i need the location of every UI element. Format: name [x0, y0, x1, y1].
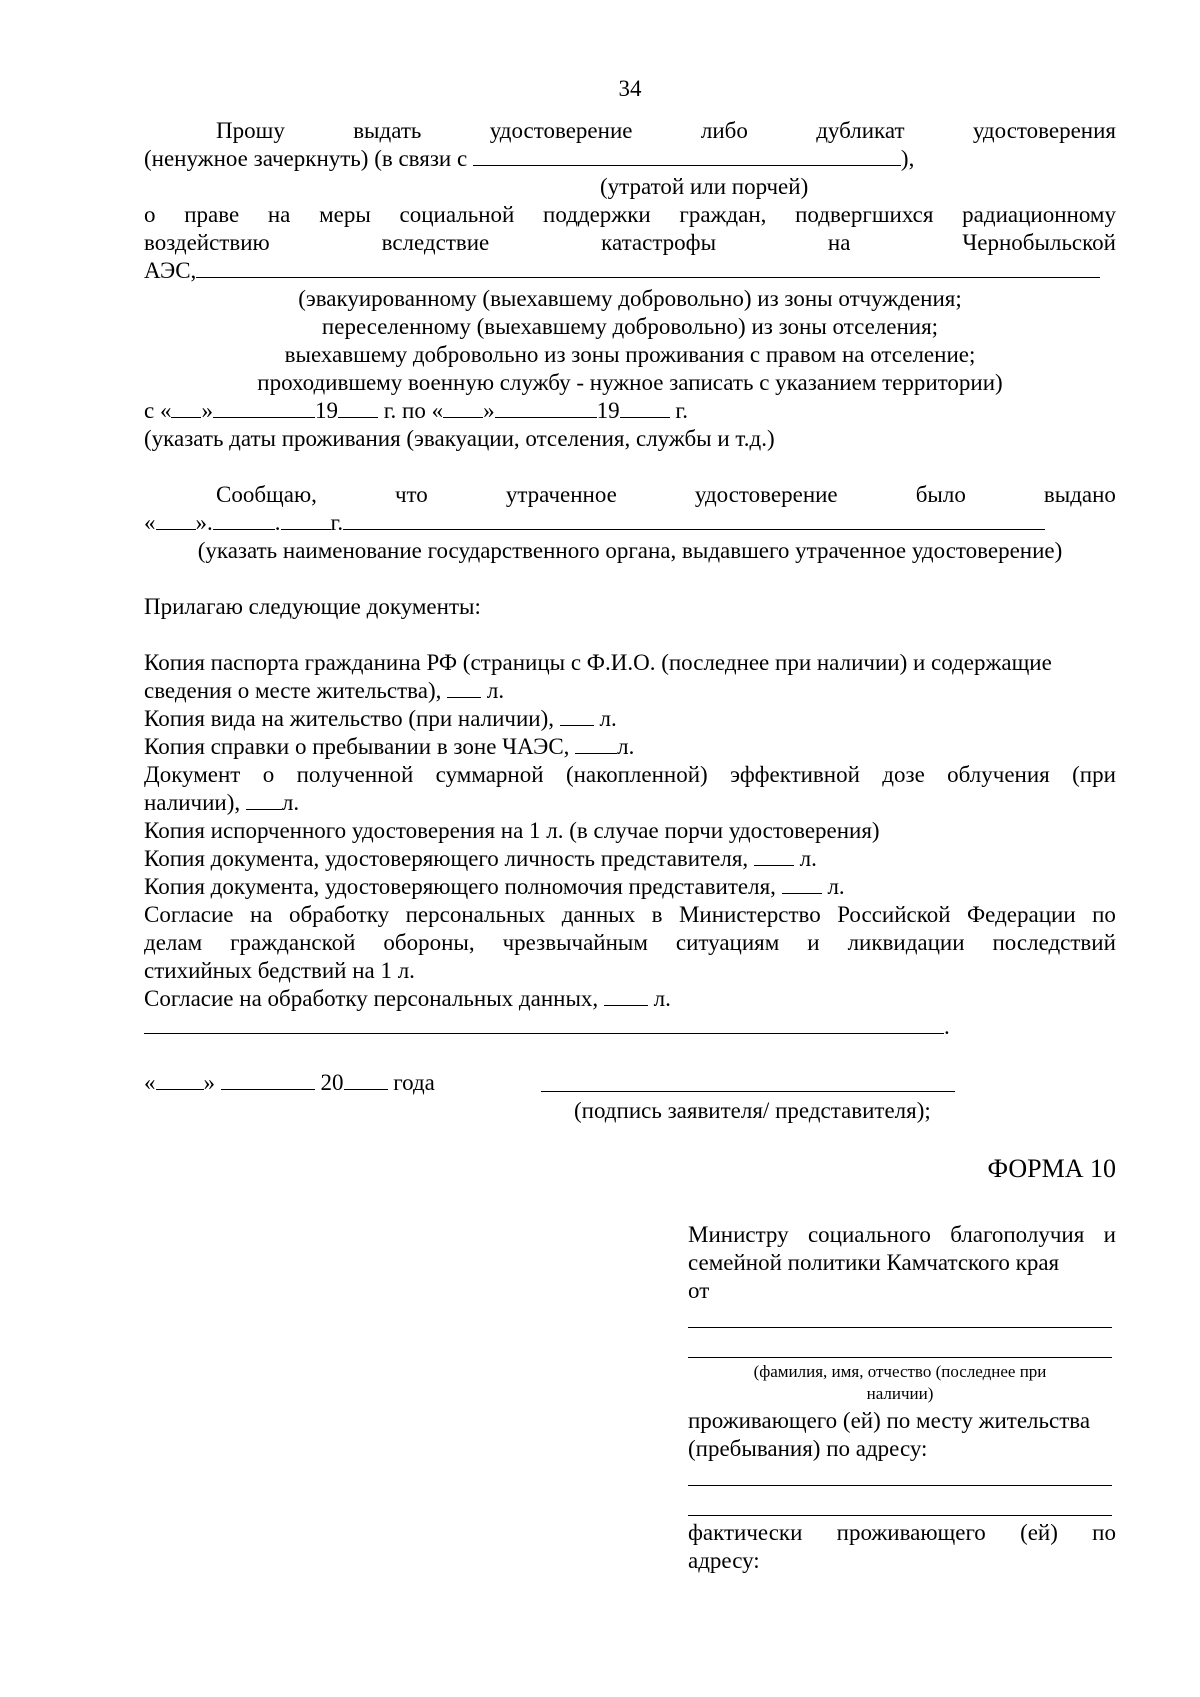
period-hint: (указать даты проживания (эвакуации, отселения, службы и т.д.) [144, 426, 775, 451]
passport-pages-blank[interactable] [447, 677, 481, 698]
sign-day-blank[interactable] [156, 1069, 204, 1090]
extra-document-line: . [144, 1013, 1116, 1041]
representative-id-pages-blank[interactable] [754, 845, 794, 866]
residence-pages-blank[interactable] [560, 705, 594, 726]
to-day-blank[interactable] [443, 397, 483, 418]
addressee-line-2: семейной политики Камчатского края [688, 1250, 1060, 1275]
issuer-hint: (указать наименование государственного органа, выдавшего утраченное удостоверение) [197, 538, 1063, 563]
residence-address-line-2[interactable] [688, 1515, 1112, 1516]
category-hint-4: проходившему военную службу - нужное записать с указанием территории) [257, 370, 1003, 395]
fio-hint-line-1: (фамилия, имя, отчество (последнее при [753, 1362, 1047, 1381]
doc-dose-line-1: Документ о полученной суммарной (накопленной) эффективной дозе облучения (при [144, 762, 1116, 787]
doc-consent-personal-data: Согласие на обработку персональных данных, л. [144, 986, 671, 1011]
category-hint-2: переселенному (выехавшему добровольно) из зоны отселения; [321, 314, 939, 339]
request-line-4: о праве на меры социальной поддержки граждан, подвергшихся радиационному [144, 202, 1116, 227]
to-year-blank[interactable] [620, 397, 670, 418]
actual-address-label-2: адресу: [688, 1548, 760, 1573]
from-year-blank[interactable] [338, 397, 378, 418]
reason-blank[interactable] [473, 145, 901, 166]
doc-dose-line-2: наличии), л. [144, 790, 300, 815]
dose-pages-blank[interactable] [246, 789, 282, 810]
from-month-blank[interactable] [213, 397, 315, 418]
actual-address-label-1: фактически проживающего (ей) по [688, 1520, 1116, 1545]
extra-document-blank[interactable] [144, 1013, 944, 1034]
request-line-1: Прошу выдать удостоверение либо дубликат удостоверения [216, 118, 1116, 143]
issue-month-blank[interactable] [213, 509, 275, 530]
report-line-2: « ». . г. [144, 509, 1116, 537]
residence-address-line-1[interactable] [688, 1485, 1112, 1486]
sign-year-blank[interactable] [344, 1069, 388, 1090]
residence-label-1: проживающего (ей) по месту жительства [688, 1408, 1091, 1433]
doc-residence-permit: Копия вида на жительство (при наличии), л. [144, 706, 617, 731]
doc-damaged-certificate: Копия испорченного удостоверения на 1 л. (в случае порчи удостоверения) [144, 818, 880, 843]
applicant-name-line-2[interactable] [688, 1357, 1112, 1358]
consent-pages-blank[interactable] [604, 985, 648, 1006]
fio-hint-line-2: наличии) [866, 1384, 934, 1403]
residence-label-2: (пребывания) по адресу: [688, 1436, 928, 1461]
doc-consent-mchs-line-3: стихийных бедствий на 1 л. [144, 958, 415, 983]
from-day-blank[interactable] [171, 397, 201, 418]
period-line: с « » 19 г. по « » 19 г. [144, 398, 688, 423]
form-title: ФОРМА 10 [987, 1154, 1116, 1183]
chnpp-pages-blank[interactable] [575, 733, 617, 754]
applicant-name-line-1[interactable] [688, 1327, 1112, 1328]
sign-month-blank[interactable] [221, 1069, 315, 1090]
category-blank[interactable] [196, 257, 1100, 278]
doc-passport-line-2: сведения о месте жительства), л. [144, 678, 505, 703]
request-line-5: воздействию вследствие катастрофы на Чернобыльской [144, 230, 1116, 255]
request-line-6: АЭС, [144, 257, 1116, 285]
issue-day-blank[interactable] [156, 509, 196, 530]
reason-hint: (утратой или порчей) [600, 174, 809, 199]
addressee-line-1: Министру социального благополучия и [688, 1222, 1116, 1247]
authority-pages-blank[interactable] [782, 873, 822, 894]
category-hint-3: выехавшему добровольно из зоны проживания с правом на отселение; [284, 342, 976, 367]
category-hint-1: (эвакуированному (выехавшему добровольно) из зоны отчуждения; [298, 286, 962, 311]
issuer-blank[interactable] [343, 509, 1045, 530]
sign-date-line: « » 20 года [144, 1070, 435, 1095]
addressee-from: от [688, 1278, 710, 1303]
page-number: 34 [618, 76, 642, 101]
signature-line[interactable] [541, 1091, 955, 1092]
report-line-1: Сообщаю, что утраченное удостоверение было выдано [216, 482, 1116, 507]
request-line-2: (ненужное зачеркнуть) (в связи с ), [144, 146, 915, 171]
doc-chnpp-certificate: Копия справки о пребывании в зоне ЧАЭС, л. [144, 734, 635, 759]
issue-year-blank[interactable] [281, 509, 331, 530]
doc-consent-mchs-line-2: делам гражданской обороны, чрезвычайным ситуациям и ликвидации последствий [144, 930, 1116, 955]
doc-consent-mchs-line-1: Согласие на обработку персональных данных в Министерство Российской Федерации по [144, 902, 1116, 927]
doc-representative-id: Копия документа, удостоверяющего личность представителя, л. [144, 846, 817, 871]
to-month-blank[interactable] [495, 397, 597, 418]
doc-representative-authority: Копия документа, удостоверяющего полномочия представителя, л. [144, 874, 845, 899]
attachments-title: Прилагаю следующие документы: [144, 594, 481, 619]
doc-passport-line-1: Копия паспорта гражданина РФ (страницы с Ф.И.О. (последнее при наличии) и содержащие [144, 650, 1052, 675]
signature-hint: (подпись заявителя/ представителя); [574, 1098, 931, 1123]
